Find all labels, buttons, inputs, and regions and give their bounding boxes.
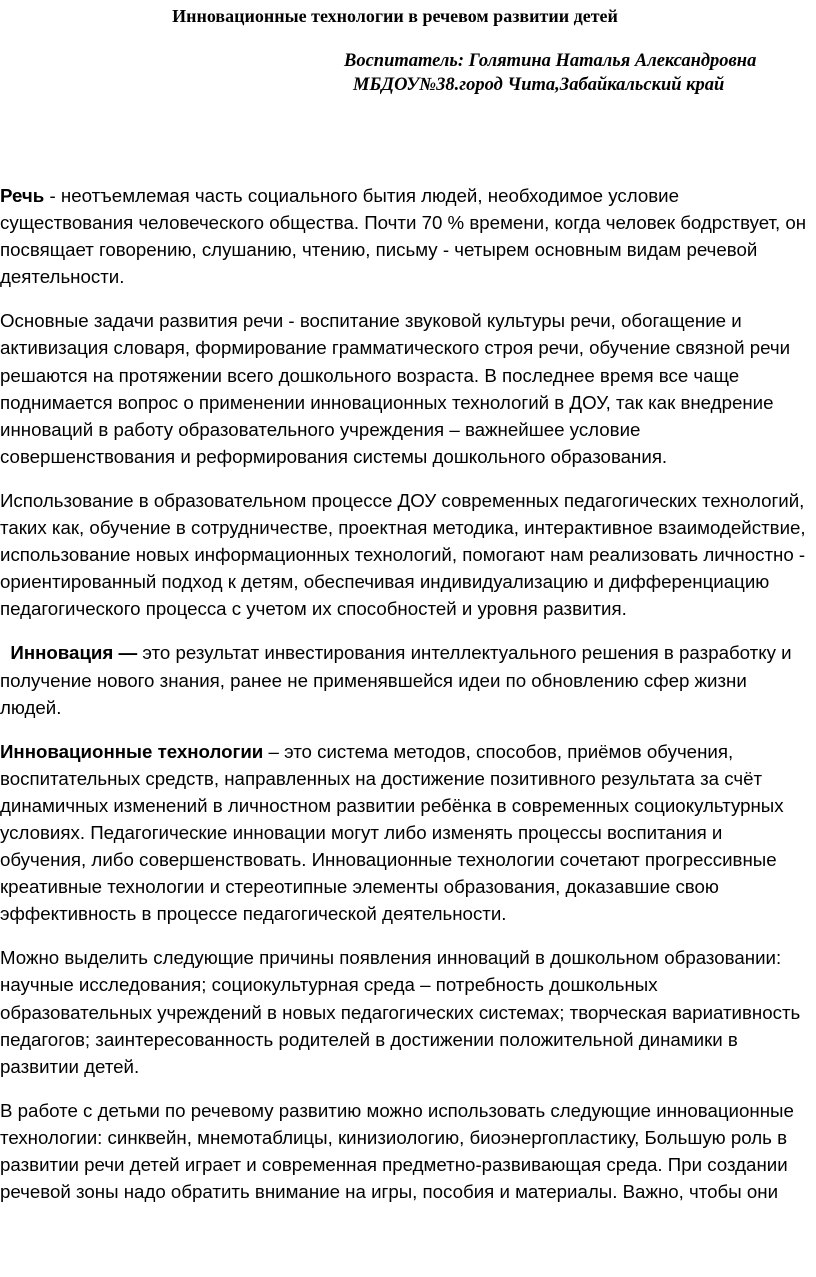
- paragraph-lead: Инновация —: [0, 642, 138, 664]
- paragraph-work-with-children: [0, 1097, 813, 1205]
- paragraph-tasks: [0, 307, 813, 470]
- paragraph-text: это результат инвестирования интеллектуального решения в разработку и получение нового знания, ранее не применявшейся идеи по обновлению сфер жизни людей.: [0, 642, 792, 718]
- paragraph-technologies-use: [0, 487, 813, 622]
- paragraph-text: – это система методов, способов, приёмов обучения, воспитательных средств, направленных на достижение позитивного результата за счёт динамичных изменений в личностном развитии ребёнка в современных социокультурных условиях. Педагогические инновации могут либо изменять процессы воспитания и обучения, либо совершенствовать. Инновационные технологии сочетают прогрессивные креативные технологии и стереотипные элементы образования, доказавшие свою эффективность в процессе педагогической деятельности.: [0, 740, 784, 925]
- paragraph-lead: Инновационные технологии: [0, 740, 264, 762]
- author-line: Воспитатель: Голятина Наталья Александровна: [344, 51, 757, 71]
- paragraph-text: Основные задачи развития речи - воспитание звуковой культуры речи, обогащение и активизация словаря, формирование грамматического строя речи, обучение связной речи решаются на протяжении всего дошкольного возраста. В последнее время все чаще поднимается вопрос о применении инновационных технологий в ДОУ, так как внедрение инноваций в работу образовательного учреждения – важнейшее условие совершенствования и реформирования системы дошкольного образования.: [0, 310, 791, 467]
- paragraph-text: Использование в образовательном процессе ДОУ современных педагогических технологий, таких как, обучение в сотрудничестве, проектная методика, интерактивное взаимодействие, использование новых информационных технологий, помогают нам реализовать личностно - ориентированный подход к детям, обеспечивая индивидуализацию и дифференциацию педагогического процесса с учетом их способностей и уровня развития.: [0, 489, 806, 620]
- author-block: [344, 49, 816, 97]
- document-title: Инновационные технологии в речевом развитии детей: [172, 6, 618, 26]
- paragraph-text: Можно выделить следующие причины появления инноваций в дошкольном образовании: научные исследования; социокультурная среда – потребность дошкольных образовательных учреждений в новых педагогических системах; творческая вариативность педагогов; заинтересованность родителей в достижении положительной динамики в развитии детей.: [0, 947, 801, 1077]
- document-body: [0, 182, 813, 1222]
- paragraph-text: В работе с детьми по речевому развитию можно использовать следующие инновационные технологии: синквейн, мнемотаблицы, кинизиологию, биоэнергопластику, Большую роль в развитии речи детей играет и современная предметно-развивающая среда. При создании речевой зоны надо обратить внимание на игры, пособия и материалы. Важно, чтобы они: [0, 1099, 794, 1203]
- paragraph-speech: [0, 182, 813, 290]
- paragraph-text: - неотъемлемая часть социального бытия людей, необходимое условие существования человеческого общества. Почти 70 % времени, когда человек бодрствует, он посвящает говорению, слушанию, чтению, письму - четырем основным видам речевой деятельности.: [0, 185, 807, 288]
- paragraph-reasons: [0, 944, 813, 1079]
- paragraph-lead: Речь: [0, 185, 45, 206]
- paragraph-innovative-technologies: [0, 738, 813, 928]
- paragraph-innovation-definition: [0, 639, 813, 720]
- institution-line: МБДОУ№38.город Чита,Забайкальский край: [353, 75, 725, 95]
